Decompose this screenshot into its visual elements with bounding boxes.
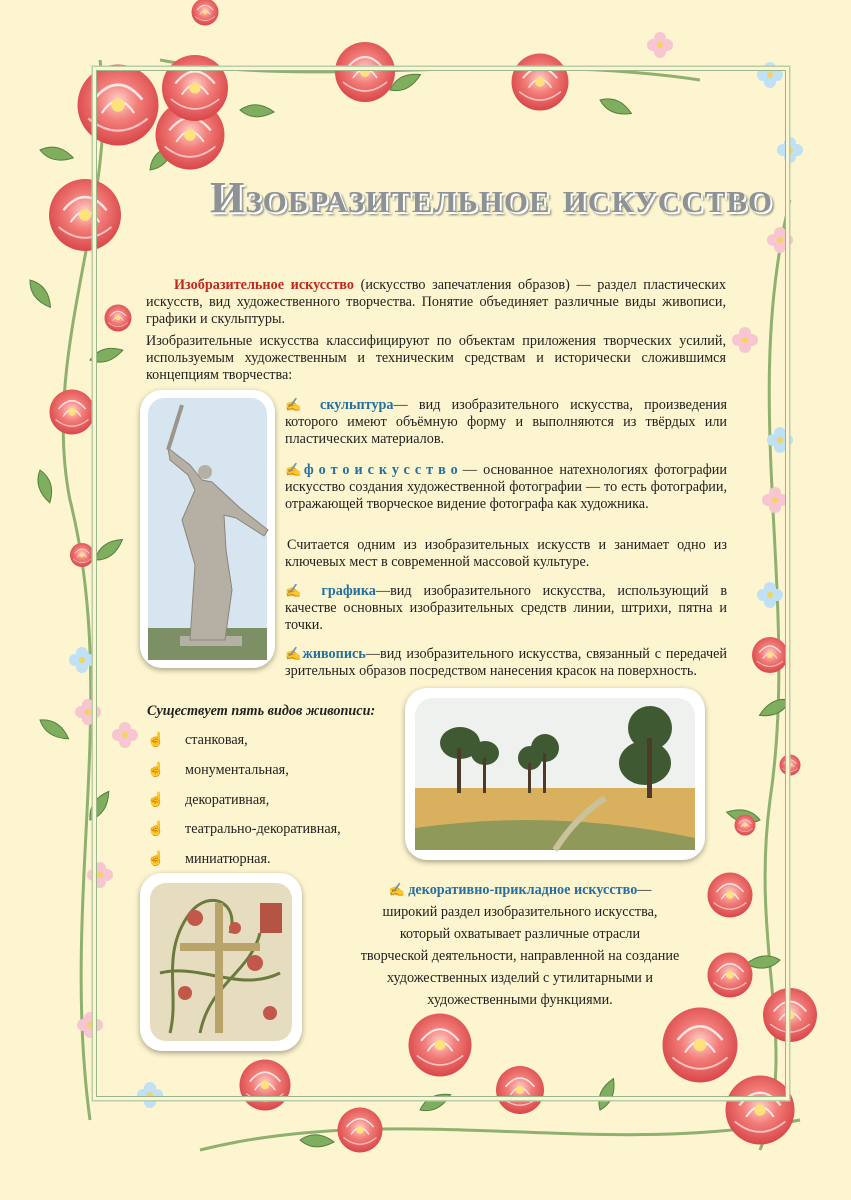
painting-term: живопись [302,646,366,662]
pen-icon: ✍ [388,882,405,897]
decorative-pattern-photo [140,873,302,1051]
classification-paragraph: Изобразительные искусства классифицируют по объектам приложения творческих усилий, используемым художественным и техническим средствам и исторически сложившимся концепциям творчества: [146,333,726,383]
intro-paragraph [146,277,726,328]
hand-pointing-icon: ☝ [147,733,165,748]
pen-icon: ✍ [285,397,309,412]
graphics-text: —вид изобразительного искусства, использующий в качестве основных изобразительных средств линии, штрихи, пятна и точки. [285,583,728,633]
hand-pointing-icon: ☝ [147,852,165,867]
applied-art-paragraph: ✍ декоративно-прикладное искусство— широкий раздел изобразительного искусства, который охватывает различные отрасли творческой деятельности, направленной на создание художественных изделий с утилитарными и художественными функциями. [330,879,710,1011]
intro-text: (искусство запечатления образов) — раздел пластических искусств, вид художественного творчества. Понятие объединяет различные виды живописи, графики и скульптуры. [146,277,726,327]
graphics-paragraph [285,582,727,634]
sculpture-paragraph [285,396,727,448]
list-item: ☝ театрально-декоративная, [147,821,341,837]
landscape-painting-photo [405,688,705,860]
graphics-term: графика [321,583,376,599]
sculpture-photo [140,390,275,668]
applied-art-line: широкий раздел изобразительного искусства, [382,904,658,920]
list-item: ☝ миниатюрная. [147,851,271,867]
list-item: ☝ декоративная, [147,792,270,808]
pen-icon: ✍ [285,583,310,598]
applied-art-line: художественных изделий с утилитарными и [386,970,653,986]
hand-pointing-icon: ☝ [147,793,165,808]
hand-pointing-icon: ☝ [147,822,165,837]
page-title: Изобразительное искусство [210,173,774,222]
painting-text: —вид изобразительного искусства, связанный с передачей зрительных образов посредством нанесения красок на поверхность. [285,646,727,679]
applied-art-term: декоративно-прикладное искусство [408,882,638,898]
intro-term: Изобразительное искусство [174,277,354,293]
applied-art-line: который охватывает различные отрасли [399,926,641,942]
photo-art-note: Считается одним из изобразительных искусств и занимает одно из ключевых мест в современной массовой культуре. [285,537,727,570]
photo-art-text: — основанное натехнологиях фотографии искусство создания художественной фотографии — то есть фотографии, отражающей творческое видение фотографа как художника. [285,462,727,512]
applied-art-line: художественными функциями. [427,992,613,1008]
photo-art-term: фотоискусство [303,462,463,478]
hand-pointing-icon: ☝ [147,763,165,778]
list-item: ☝ монументальная, [147,762,289,778]
photo-art-paragraph [285,461,727,513]
painting-paragraph [285,645,727,680]
sculpture-text: — вид изобразительного искусства, произведения которого имеют объёмную форму и выполняются из твёрдых или пластических материалов. [285,397,728,447]
painting-types-heading: Существует пять видов живописи: [147,703,376,719]
sculpture-term: скульптура [320,397,394,413]
pen-icon: ✍ [285,462,304,477]
applied-art-line: творческой деятельности, направленной на создание [360,948,680,964]
pen-icon: ✍ [285,646,303,661]
list-item: ☝ станковая, [147,732,248,748]
